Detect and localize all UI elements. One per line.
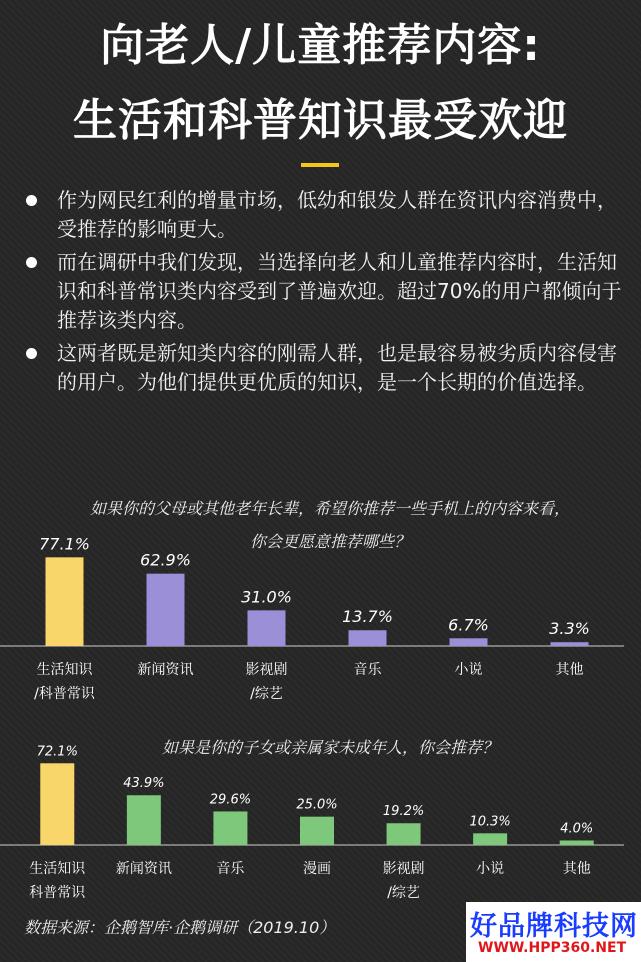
- chart1-value-label: 13.7%: [342, 607, 393, 627]
- chart2-bar: [300, 817, 334, 845]
- watermark-title: 好品牌科技网: [470, 911, 638, 942]
- chart2-category-label: 新闻资讯: [115, 861, 172, 877]
- chart1-bar: [248, 610, 286, 646]
- chart1-category-label: 小说: [454, 662, 483, 678]
- bullet-text: 这两者既是新知类内容的刚需人群，也是最容易被劣质内容侵害的用户。为他们提供更优质的知识，是一个长期的价值选择。: [57, 341, 617, 394]
- chart1-bar: [349, 630, 387, 646]
- title-accent-bar: [301, 163, 339, 167]
- chart1-svg: [0, 530, 641, 710]
- watermark-url: WWW.HPP360.NET: [478, 940, 627, 956]
- chart2-bar: [473, 833, 507, 845]
- chart2-bar: [127, 795, 161, 845]
- chart1-value-label: 62.9%: [140, 550, 191, 570]
- chart1-category-label: /综艺: [250, 686, 283, 702]
- chart1-category-label: 新闻资讯: [137, 662, 194, 678]
- chart1-value-label: 6.7%: [448, 615, 489, 635]
- chart1-bar: [46, 557, 84, 646]
- chart1-question-line1: 如果你的父母或其他老年长辈，希望你推荐一些手机上的内容来看，: [89, 499, 570, 518]
- chart2-category-label: 其他: [562, 861, 591, 877]
- chart1-category-label: 生活知识: [36, 662, 93, 678]
- bullet-list: [22, 186, 622, 401]
- chart1-question-line2: 你会更愿意推荐哪些？: [249, 532, 410, 551]
- chart1-bar: [551, 642, 589, 646]
- chart1-bar: [147, 574, 185, 646]
- chart2-value-label: 72.1%: [36, 744, 78, 760]
- chart1-value-label: 77.1%: [39, 534, 90, 554]
- chart2-bar: [560, 840, 594, 845]
- bullet-dot-icon: [26, 348, 37, 359]
- chart2-category-label: 生活知识: [29, 861, 86, 877]
- bullet-item: [22, 248, 622, 335]
- chart2-category-label: 小说: [476, 861, 505, 877]
- chart1-category-label: 音乐: [353, 662, 382, 678]
- bullet-dot-icon: [26, 257, 37, 268]
- chart2-value-label: 25.0%: [296, 797, 338, 813]
- chart2-question: 如果是你的子女或亲属家未成年人，你会推荐？: [161, 738, 498, 757]
- chart2-bar: [213, 811, 247, 845]
- chart1-category-label: 影视剧: [245, 662, 288, 678]
- chart2-category-label: /综艺: [387, 885, 420, 901]
- chart2-value-label: 4.0%: [560, 821, 594, 837]
- title-line-1: 向老人/儿童推荐内容:: [100, 20, 541, 71]
- chart2-value-label: 29.6%: [209, 792, 252, 808]
- bullet-item: [22, 186, 622, 244]
- chart2-category-label: 科普常识: [29, 885, 86, 901]
- bullet-item: [22, 339, 622, 397]
- bullet-text: 作为网民红利的增量市场，低幼和银发人群在资讯内容消费中，受推荐的影响更大。: [57, 188, 617, 241]
- chart1-category-label: /科普常识: [34, 686, 95, 702]
- chart2-category-label: 音乐: [216, 861, 245, 877]
- data-source: 数据来源：企鹅智库·企鹅调研（2019.10）: [24, 918, 336, 937]
- chart2-value-label: 10.3%: [469, 814, 511, 830]
- chart2-bar: [40, 763, 74, 845]
- bullet-dot-icon: [26, 195, 37, 206]
- chart2-category-label: 影视剧: [382, 861, 425, 877]
- chart1-category-label: 其他: [555, 662, 584, 678]
- chart1-value-label: 3.3%: [549, 619, 590, 639]
- chart1-value-label: 31.0%: [241, 587, 292, 607]
- title-line-2: 生活和科普知识最受欢迎: [73, 95, 568, 146]
- bullet-text: 而在调研中我们发现，当选择向老人和儿童推荐内容时，生活知识和科普常识类内容受到了普遍欢迎。超过70%的用户都倾向于推荐该类内容。: [57, 250, 622, 332]
- chart2-category-label: 漫画: [303, 861, 331, 877]
- watermark-logo: [466, 902, 641, 962]
- chart2-bar: [387, 823, 421, 845]
- chart2-value-label: 43.9%: [123, 776, 165, 792]
- chart1-bar: [450, 638, 488, 646]
- chart2-value-label: 19.2%: [382, 804, 425, 820]
